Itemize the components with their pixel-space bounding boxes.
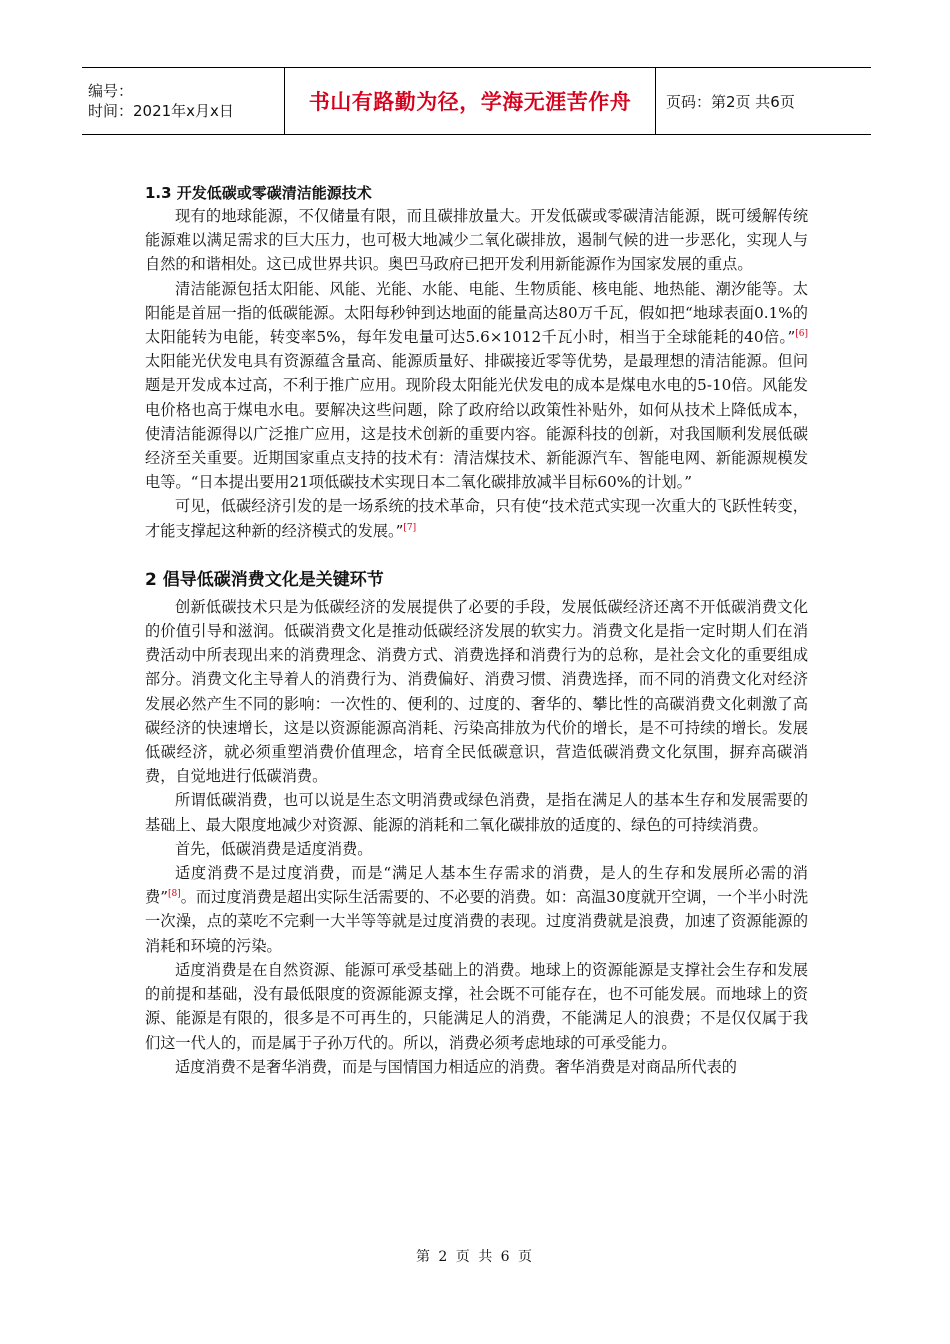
paragraph: 所谓低碳消费，也可以说是生态文明消费或绿色消费，是指在满足人的基本生存和发展需要的基础上、最大限度地减少对资源、能源的消耗和二氧化碳排放的适度的、绿色的可持续消费。 xyxy=(145,791,808,834)
header-meta xyxy=(82,68,284,134)
paragraph xyxy=(145,861,808,958)
header-motto-cell xyxy=(284,68,656,134)
paragraph xyxy=(145,494,808,542)
page-header xyxy=(82,67,871,135)
date-label: 时间：2021年x月x日 xyxy=(88,102,234,120)
header-page-cell xyxy=(656,68,871,134)
paragraph: 现有的地球能源，不仅储量有限，而且碳排放量大。开发低碳或零碳清洁能源，既可缓解传统能源难以满足需求的巨大压力，也可极大地减少二氧化碳排放，遏制气候的进一步恶化，实现人与自然的和谐相处。这已成世界共识。奥巴马政府已把开发利用新能源作为国家发展的重点。 xyxy=(145,207,808,274)
paragraph: 适度消费是在自然资源、能源可承受基础上的消费。地球上的资源能源是支撑社会生存和发展的前提和基础，没有最低限度的资源能源支撑，社会既不可能存在，也不可能发展。而地球上的资源、能源是有限的，很多是不可再生的，只能满足人的消费，不能满足人的浪费；不是仅仅属于我们这一代人的，而是属于子孙万代的。所以，消费必须考虑地球的可承受能力。 xyxy=(145,960,808,1052)
paragraph-text: 太阳能光伏发电具有资源蕴含量高、能源质量好、排碳接近零等优势，是最理想的清洁能源。但问题是开发成本过高，不利于推广应用。现阶段太阳能光伏发电的成本是煤电水电的5-10倍。风能发电价格也高于煤电水电。要解决这些问题，除了政府给以政策性补贴外，如何从技术上降低成本，使清洁能源得以广泛推广应用，这是技术创新的重要内容。能源科技的创新，对我国顺利发展低碳经济至关重要。近期国家重点支持的技术有：清洁煤技术、新能源汽车、智能电网、新能源规模发电等。“日本提出要用21项低碳技术实现日本二氧化碳排放减半目标60%的计划。” xyxy=(145,352,808,492)
page-code: 页码：第2页 共6页 xyxy=(666,92,795,111)
number-label: 编号： xyxy=(88,82,134,100)
paragraph: 创新低碳技术只是为低碳经济的发展提供了必要的手段，发展低碳经济还离不开低碳消费文化的价值引导和滋润。低碳消费文化是推动低碳经济发展的软实力。消费文化是指一定时期人们在消费活动中所表现出来的消费理念、消费方式、消费选择和消费行为的总称，是社会文化的重要组成部分。消费文化主导着人的消费行为、消费偏好、消费习惯、消费选择，而不同的消费文化对经济发展必然产生不同的影响：一次性的、便利的、过度的、奢华的、攀比性的高碳消费文化刺激了高碳经济的快速增长，这是以资源能源高消耗、污染高排放为代价的增长，是不可持续的增长。发展低碳经济，就必须重塑消费价值理念，培育全民低碳意识，营造低碳消费文化氛围，摒弃高碳消费，自觉地进行低碳消费。 xyxy=(145,597,808,786)
paragraph-text: 可见，低碳经济引发的是一场系统的技术革命，只有使“技术范式实现一次重大的飞跃性转变，才能支撑起这种新的经济模式的发展。” xyxy=(145,497,808,540)
paragraph-text: 适度消费不是过度消费，而是“满足人基本生存需求的消费，是人的生存和发展所必需的消费” xyxy=(145,864,808,907)
motto: 书山有路勤为径，学海无涯苦作舟 xyxy=(308,90,632,114)
section-heading-1-3: 1.3 开发低碳或零碳清洁能源技术 xyxy=(145,184,372,202)
citation-7[interactable]: [7] xyxy=(403,522,417,533)
citation-6[interactable]: [6] xyxy=(795,328,808,339)
paragraph: 首先，低碳消费是适度消费。 xyxy=(175,839,373,858)
citation-8[interactable]: [8] xyxy=(167,889,181,900)
document-body xyxy=(145,182,808,1079)
section-heading-2: 2 倡导低碳消费文化是关键环节 xyxy=(145,569,384,590)
paragraph: 适度消费不是奢华消费，而是与国情国力相适应的消费。奢华消费是对商品所代表的 xyxy=(175,1057,737,1076)
paragraph-text: 。而过度消费是超出实际生活需要的、不必要的消费。如：高温30度就开空调，一个半小时洗一次澡，点的菜吃不完剩一大半等等就是过度消费的表现。过度消费就是浪费，加速了资源能源的消耗和环境的污染。 xyxy=(145,888,809,955)
paragraph xyxy=(145,277,808,495)
page-footer: 第 2 页 共 6 页 xyxy=(415,1249,535,1265)
paragraph-text: 清洁能源包括太阳能、风能、光能、水能、电能、生物质能、核电能、地热能、潮汐能等。太阳能是首屈一指的低碳能源。太阳每秒钟到达地面的能量高达80万千瓦，假如把“地球表面0.1%的太阳能转为电能，转变率5%，每年发电量可达5.6×1012千瓦小时，相当于全球能耗的40倍。” xyxy=(145,279,808,347)
